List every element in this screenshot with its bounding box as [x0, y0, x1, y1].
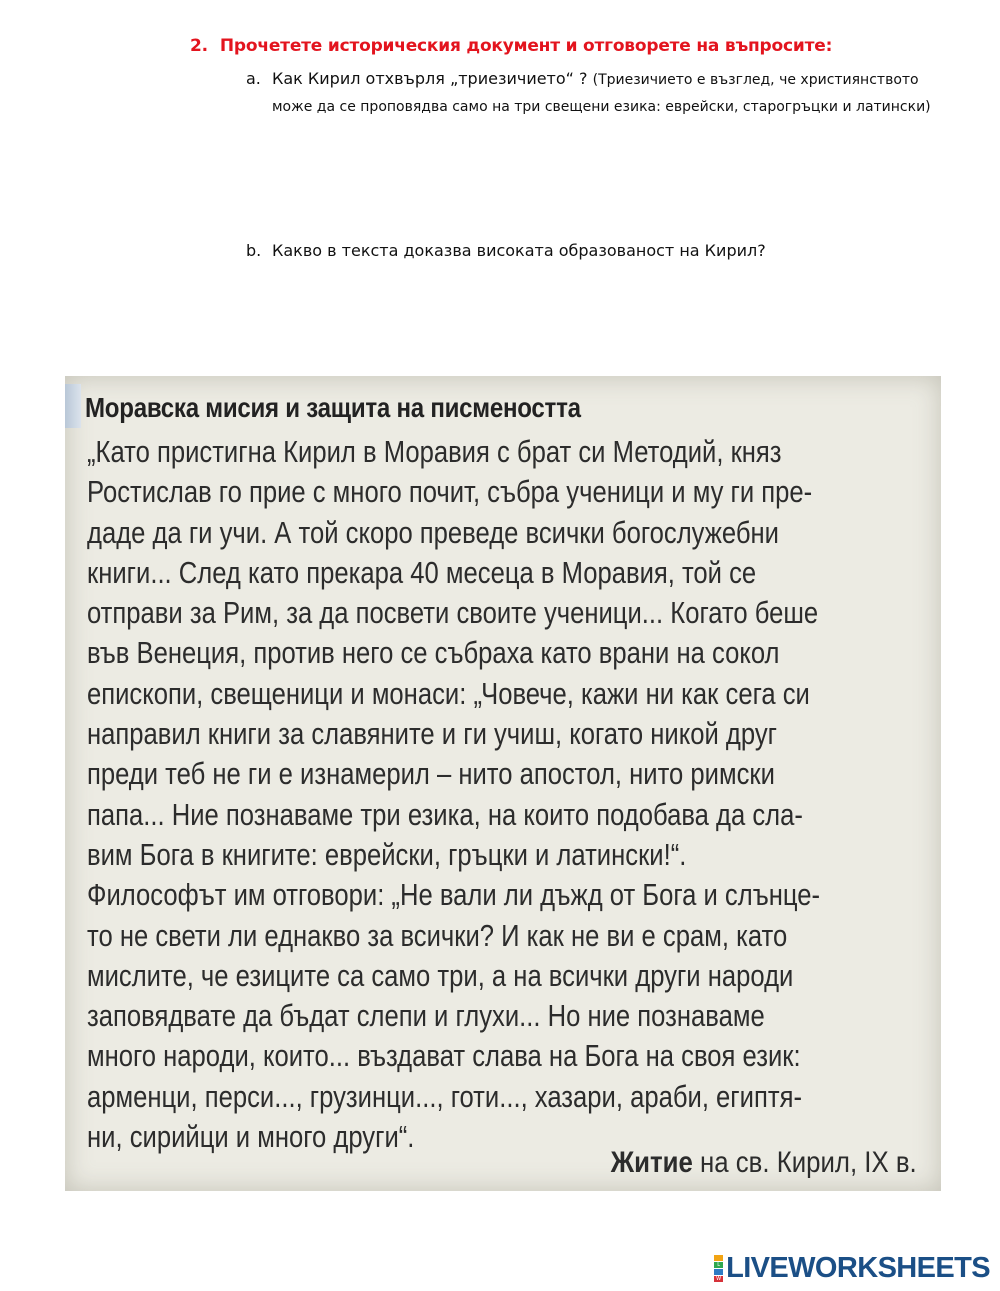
question-item-b: [246, 238, 946, 264]
item-body: [272, 66, 946, 120]
document-line: отправи за Рим, за да посвети своите ученици... Когато беше: [87, 596, 819, 631]
question-heading-text: Прочетете историческия документ и отговорете на въпросите:: [219, 36, 833, 56]
logo-letter: W: [714, 1276, 723, 1282]
liveworksheets-icon: [714, 1254, 723, 1282]
document-line: направил книги за славяните и ги учиш, когато никой друг: [87, 717, 777, 752]
item-note: (Триезичието е възглед, че християнството може да се проповядва само на три свещени езика: еврейски, старогръцки и латински): [272, 72, 931, 115]
question-number: 2.: [190, 36, 208, 56]
document-line: даде да ги учи. А той скоро преведе всички богослужебни: [87, 515, 779, 550]
item-letter: a.: [246, 69, 261, 88]
document-line: епископи, свещеници и монаси: „Човече, кажи ни как сега си: [87, 676, 810, 711]
item-text: Какво в текста доказва високата образованост на Кирил?: [272, 241, 766, 260]
item-text: Как Кирил отхвърля „триезичието“ ?: [272, 69, 593, 88]
item-letter: b.: [246, 241, 262, 260]
document-line: арменци, перси..., грузинци..., готи..., хазари, араби, египтя-: [87, 1079, 802, 1114]
question-heading: [190, 36, 832, 56]
document-marker: [65, 384, 81, 428]
document-source: [611, 1146, 917, 1180]
document-line: мислите, че езиците са само три, а на всички други народи: [87, 958, 794, 993]
historical-document-panel: [65, 376, 941, 1191]
document-text: [87, 432, 1000, 1157]
source-title: Житие: [611, 1146, 694, 1179]
source-rest: на св. Кирил, IX в.: [693, 1146, 917, 1179]
document-line: книги... След като прекара 40 месеца в Моравия, той се: [87, 555, 757, 590]
document-line: много народи, които... въздават слава на Бога на своя език:: [87, 1039, 801, 1074]
document-line: вим Бога в книгите: еврейски, гръцки и латински!“.: [87, 837, 687, 872]
document-title: Моравска мисия и защита на писмеността: [85, 392, 581, 423]
question-item-a: [246, 66, 946, 120]
document-line: ни, сирийци и много други“.: [87, 1120, 415, 1155]
logo-letter: L: [714, 1262, 723, 1268]
document-line: Ростислав го прие с много почит, събра ученици и му ги пре-: [87, 475, 813, 510]
document-line: заповядвате да бъдат слепи и глухи... Но ние познаваме: [87, 999, 765, 1034]
document-line: във Венеция, против него се събраха като врани на сокол: [87, 636, 780, 671]
document-line: то не свети ли еднакво за всички? И как не ви е срам, като: [87, 918, 788, 953]
document-line: преди теб не ги е изнамерил – нито апостол, нито римски: [87, 757, 775, 792]
liveworksheets-logo: [714, 1253, 990, 1283]
document-line: Философът им отговори: „Не вали ли дъжд от Бога и слънце-: [87, 878, 821, 913]
brand-name: LIVEWORKSHEETS: [726, 1251, 990, 1284]
document-line: „Като пристигна Кирил в Моравия с брат си Методий, княз: [87, 435, 782, 469]
document-line: папа... Ние познаваме три езика, на които подобава да сла-: [87, 797, 803, 832]
